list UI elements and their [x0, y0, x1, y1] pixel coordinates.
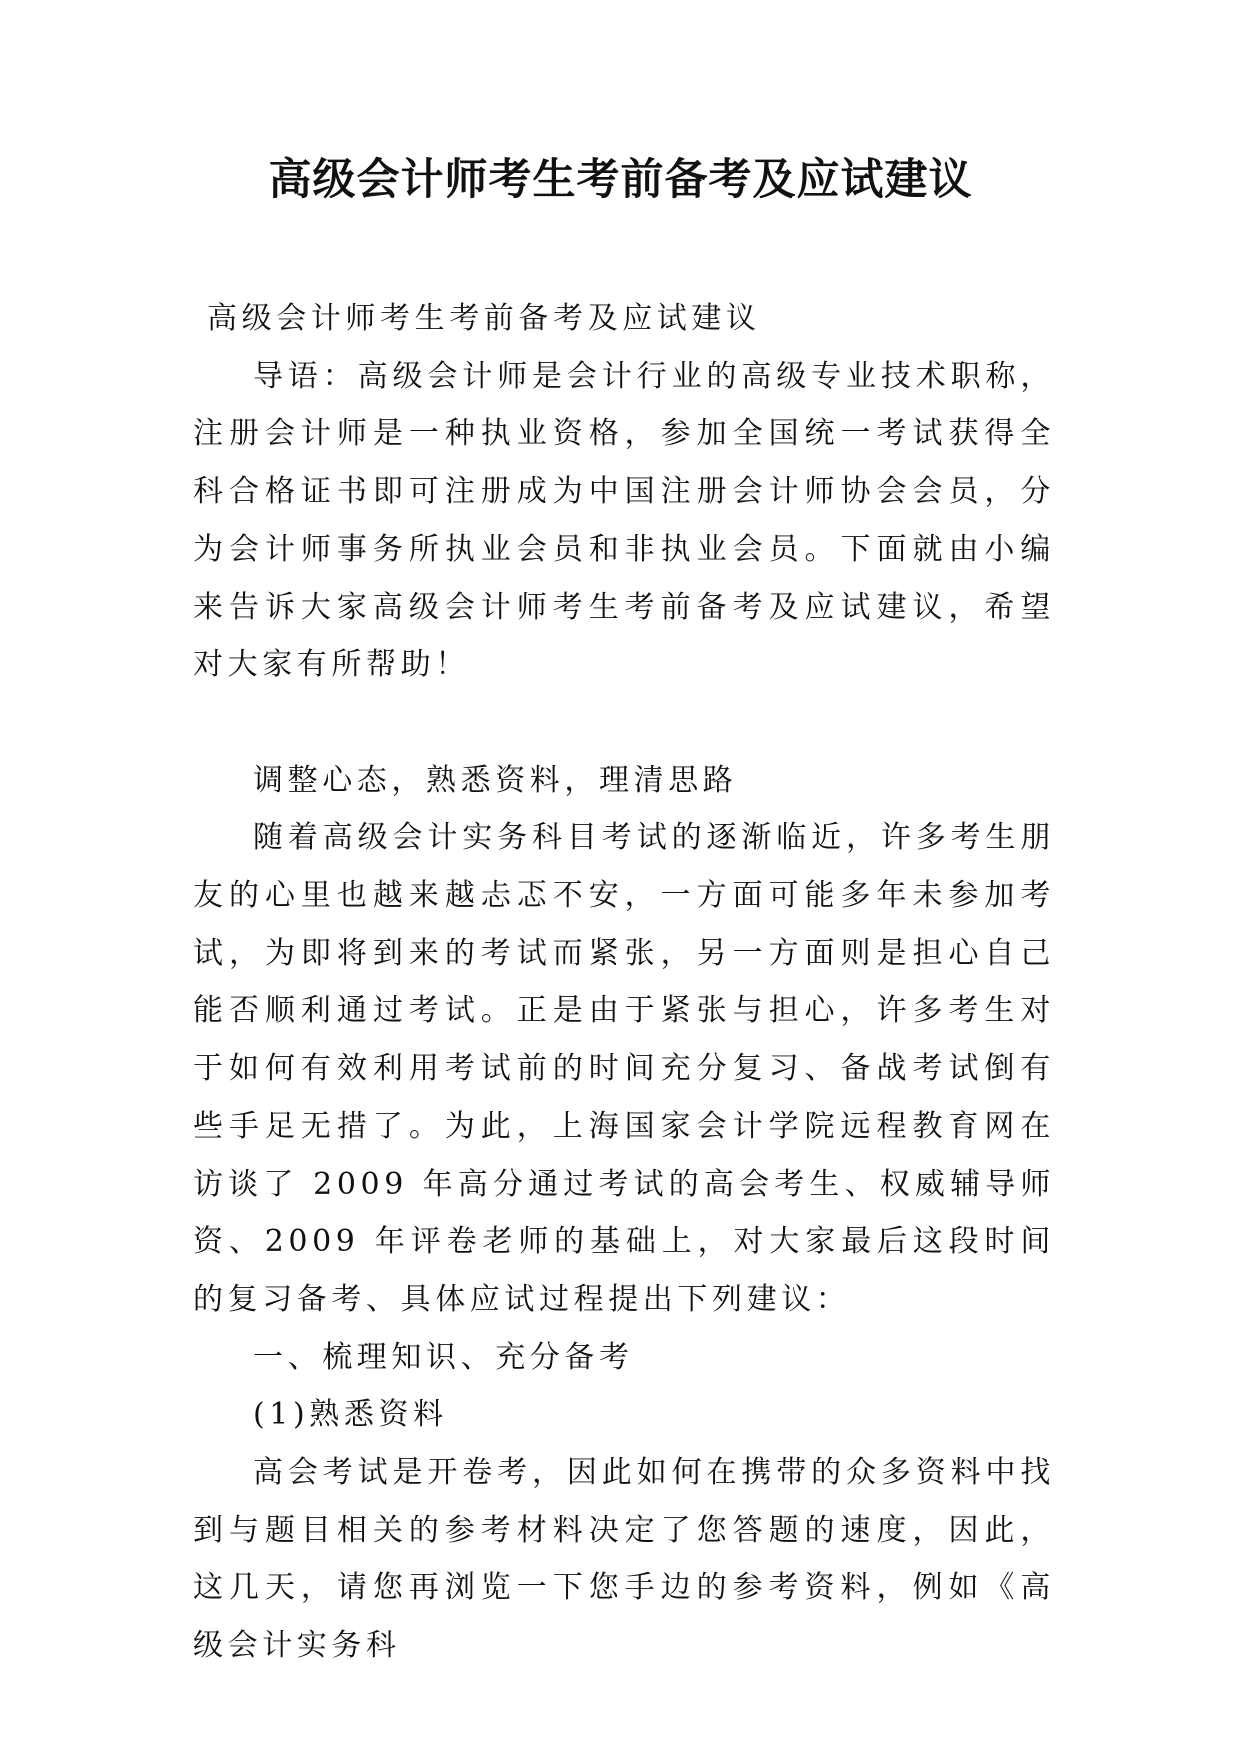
paragraph-spacer: [193, 694, 1055, 752]
document-title: 高级会计师考生考前备考及应试建议: [268, 155, 973, 205]
section-heading: 调整心态，熟悉资料，理清思路: [253, 762, 738, 798]
document-body: [193, 290, 1055, 1675]
heading-1: 一、梳理知识、充分备考: [253, 1339, 634, 1375]
body-paragraph-1: 随着高级会计实务科目考试的逐渐临近，许多考生朋友的心里也越来越忐忑不安，一方面可能多年未参加考试，为即将到来的考试而紧张，另一方面则是担心自己能否顺利通过考试。正是由于紧张与担心，许多考生对于如何有效利用考试前的时间充分复习、备战考试倒有些手足无措了。为此，上海国家会计学院远程教育网在访谈了 2009 年高分通过考试的高会考生、权威辅导师资、2009 年评卷老师的基础上，对大家最后这段时间的复习备考、具体应试过程提出下列建议：: [193, 820, 1055, 1317]
heading-1-sub: (1)熟悉资料: [253, 1397, 448, 1433]
body-paragraph-2: 高会考试是开卷考，因此如何在携带的众多资料中找到与题目相关的参考材料决定了您答题的速度，因此，这几天，请您再浏览一下您手边的参考资料，例如《高级会计实务科: [193, 1455, 1055, 1664]
intro-paragraph: 导语：高级会计师是会计行业的高级专业技术职称，注册会计师是一种执业资格，参加全国统一考试获得全科合格证书即可注册成为中国注册会计师协会会员，分为会计师事务所执业会员和非执业会员。下面就由小编来告诉大家高级会计师考生考前备考及应试建议，希望对大家有所帮助！: [193, 358, 1055, 683]
document-subtitle: 高级会计师考生考前备考及应试建议: [207, 301, 761, 336]
